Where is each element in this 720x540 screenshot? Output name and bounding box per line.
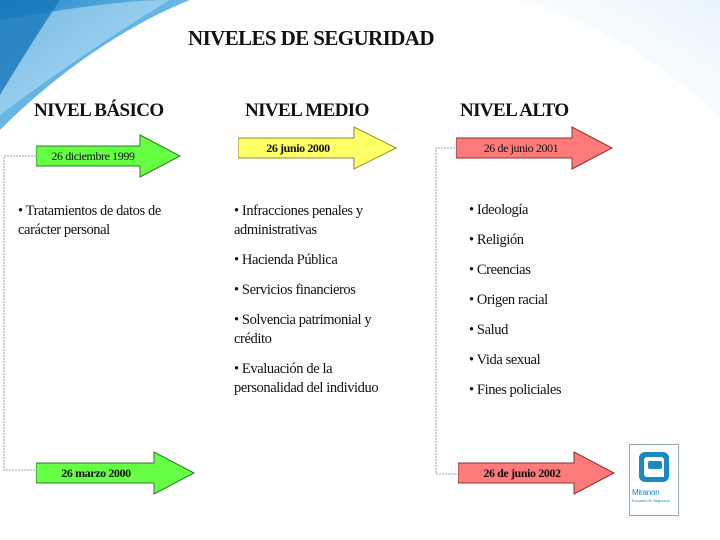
medium-items-list	[234, 202, 394, 398]
logo-tagline: Escuela de Negocios	[632, 498, 670, 503]
page-title: NIVELES DE SEGURIDAD	[188, 26, 434, 50]
high-end-date: 26 de junio 2002	[483, 466, 561, 480]
list-item: • Religión	[469, 232, 524, 248]
medium-start-date-arrow	[238, 126, 398, 170]
logo	[629, 444, 679, 516]
list-item: • Hacienda Pública	[234, 252, 338, 268]
list-item: • Vida sexual	[469, 352, 541, 368]
basic-start-date: 26 diciembre 1999	[51, 149, 135, 163]
level-basic-heading: NIVEL BÁSICO	[34, 100, 164, 121]
level-medium-heading: NIVEL MEDIO	[245, 100, 369, 121]
list-item: • Fines policiales	[469, 382, 562, 398]
high-items-list	[469, 201, 609, 400]
high-start-date-arrow	[456, 126, 614, 170]
list-item: • Ideología	[469, 202, 529, 218]
list-item: • Origen racial	[469, 292, 548, 308]
list-item: • Infracciones penales y administrativas	[234, 203, 363, 238]
list-item: • Servicios financieros	[234, 282, 356, 298]
level-high-heading: NIVEL ALTO	[460, 100, 569, 121]
high-start-date: 26 de junio 2001	[483, 141, 559, 155]
list-item: • Solvencia patrimonial y crédito	[234, 312, 372, 347]
basic-end-date: 26 marzo 2000	[61, 466, 131, 480]
high-end-date-arrow	[458, 451, 616, 495]
list-item: • Salud	[469, 322, 508, 338]
basic-start-date-arrow	[36, 134, 182, 178]
basic-end-date-arrow	[36, 451, 196, 495]
logo-mark-icon	[638, 451, 670, 485]
basic-items-list	[18, 202, 188, 240]
list-item: • Evaluación de la personalidad del individuo	[234, 361, 379, 396]
list-item: • Creencias	[469, 262, 531, 278]
medium-start-date: 26 junio 2000	[266, 141, 330, 155]
list-item: • Tratamientos de datos de carácter personal	[18, 203, 161, 238]
logo-name: Miranon	[632, 488, 660, 497]
